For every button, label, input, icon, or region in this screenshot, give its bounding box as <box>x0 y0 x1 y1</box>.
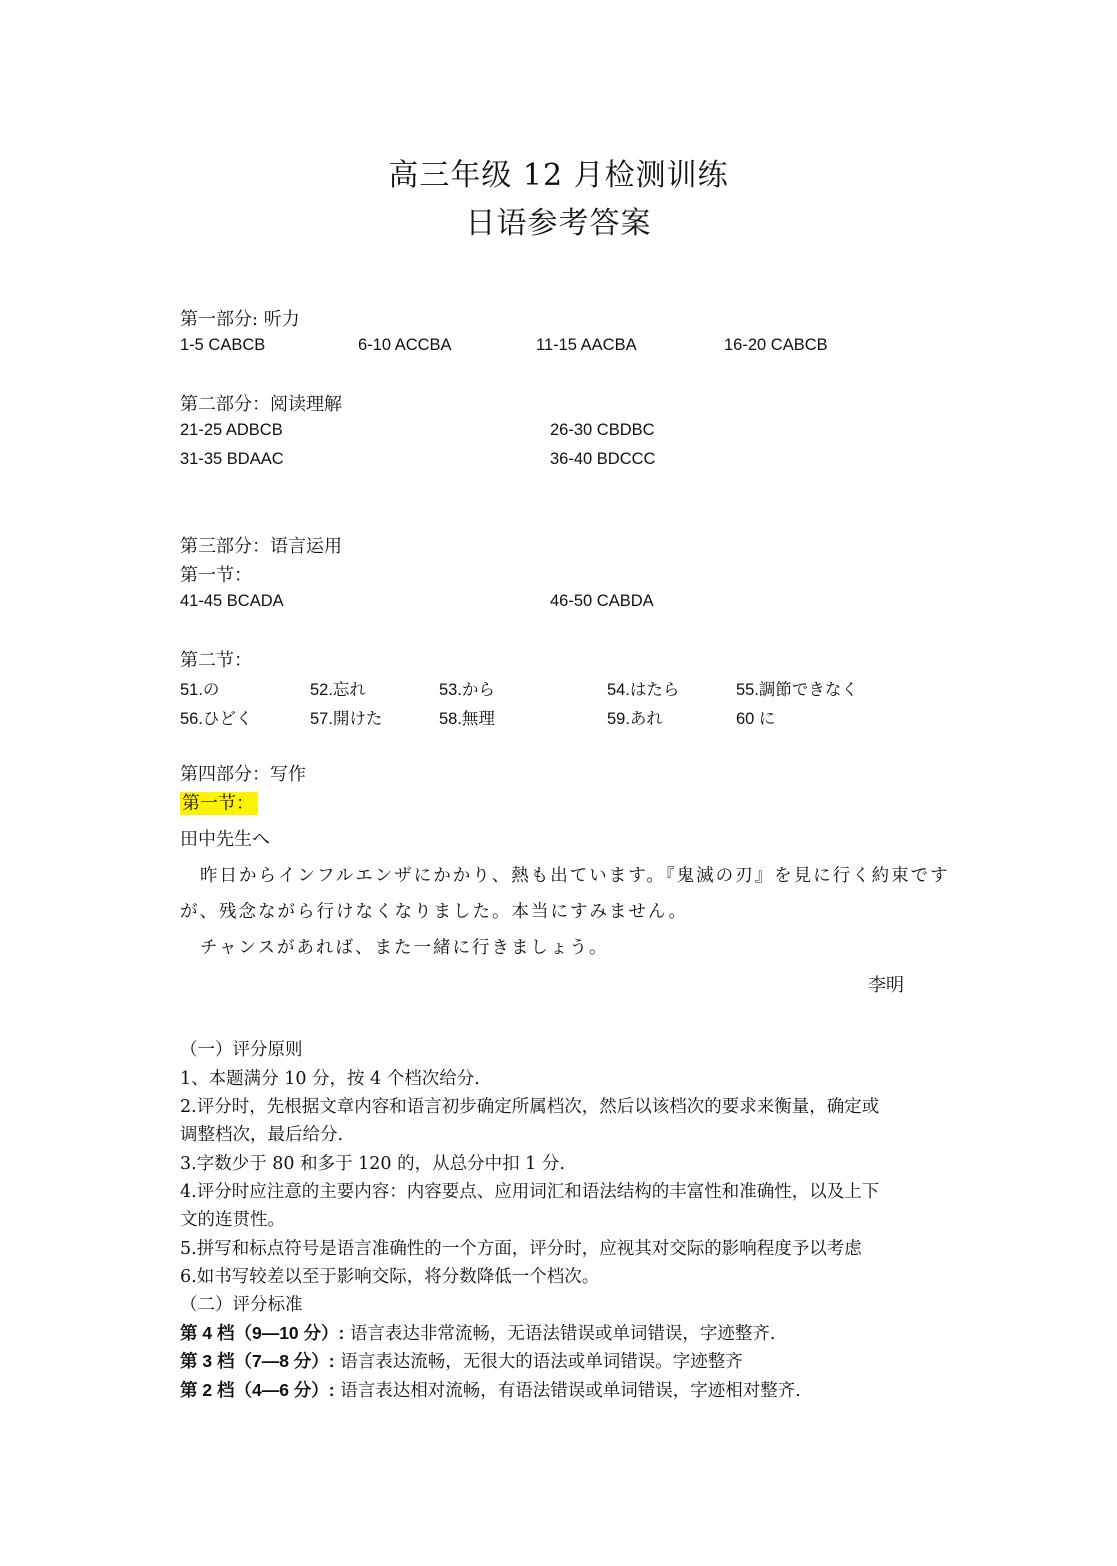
part2-answer: 36-40 BDCCC <box>550 450 656 468</box>
cloze-answer: 51.の <box>180 681 220 699</box>
standard-row <box>180 1348 743 1373</box>
part4-heading: 第四部分：写作 <box>180 764 306 785</box>
principles-heading: （一）评分原则 <box>180 1040 303 1060</box>
standard-row <box>180 1377 801 1402</box>
part4-section1-label <box>180 789 258 815</box>
standard-desc: 语言表达非常流畅，无语法错误或单词错误，字迹整齐. <box>349 1324 776 1344</box>
part2-answer: 21-25 ADBCB <box>180 421 283 439</box>
document-title: 高三年级 12 月检测训练 <box>388 158 729 193</box>
cloze-answer: 58.無理 <box>439 710 495 728</box>
cloze-answer: 52.忘れ <box>310 681 366 699</box>
part1-answer: 11-15 AACBA <box>536 336 637 354</box>
standard-level: 第 2 档（4—6 分）: <box>180 1380 335 1400</box>
letter-signature: 李明 <box>868 975 904 996</box>
principle-line: 5.拼写和标点符号是语言准确性的一个方面，评分时，应视其对交际的影响程度予以考虑 <box>180 1239 862 1259</box>
principle-line: 3.字数少于 80 和多于 120 的，从总分中扣 1 分. <box>180 1154 565 1174</box>
principle-line: 4.评分时应注意的主要内容：内容要点、应用词汇和语法结构的丰富性和准确性，以及上下 <box>180 1182 880 1202</box>
letter-body-line: チャンスがあれば、また一緒に行きましょう。 <box>200 938 609 958</box>
cloze-answer: 53.から <box>439 681 495 699</box>
cloze-answer: 60 に <box>736 710 776 728</box>
part3-section2-label: 第二节： <box>180 650 252 671</box>
standard-row <box>180 1320 776 1345</box>
cloze-answer: 55.調節できなく <box>736 681 858 699</box>
part1-answer: 6-10 ACCBA <box>358 336 452 354</box>
standard-desc: 语言表达流畅，无很大的语法或单词错误。字迹整齐 <box>340 1352 743 1372</box>
principle-line: 文的连贯性。 <box>180 1210 285 1230</box>
part3-answer: 46-50 CABDA <box>550 592 654 610</box>
cloze-answer: 54.はたら <box>607 681 680 699</box>
principle-line: 1、本题满分 10 分，按 4 个档次给分. <box>180 1069 480 1089</box>
principle-line: 调整档次，最后给分. <box>180 1125 344 1145</box>
part2-answer: 26-30 CBDBC <box>550 421 655 439</box>
principle-line: 6.如书写较差以至于影响交际，将分数降低一个档次。 <box>180 1267 600 1287</box>
document-subtitle: 日语参考答案 <box>465 206 652 241</box>
standard-level: 第 4 档（9—10 分）: <box>180 1323 345 1343</box>
standards-heading: （二）评分标准 <box>180 1295 303 1315</box>
standard-desc: 语言表达相对流畅，有语法错误或单词错误，字迹相对整齐. <box>340 1381 801 1401</box>
letter-greeting: 田中先生へ <box>180 829 270 850</box>
part3-heading: 第三部分：语言运用 <box>180 536 342 557</box>
cloze-answer: 56.ひどく <box>180 710 253 728</box>
part3-section1-label: 第一节： <box>180 565 252 586</box>
cloze-answer: 57.開けた <box>310 710 383 728</box>
part1-answer: 1-5 CABCB <box>180 336 266 354</box>
principle-line: 2.评分时，先根据文章内容和语言初步确定所属档次，然后以该档次的要求来衡量，确定或 <box>180 1097 880 1117</box>
part1-heading: 第一部分: 听力 <box>180 309 300 330</box>
part2-heading: 第二部分：阅读理解 <box>180 394 342 415</box>
highlighted-label: 第一节： <box>180 792 258 815</box>
part3-answer: 41-45 BCADA <box>180 592 284 610</box>
letter-body-line: が、残念ながら行けなくなりました。本当にすみません。 <box>180 902 689 922</box>
cloze-answer: 59.あれ <box>607 710 663 728</box>
part2-answer: 31-35 BDAAC <box>180 450 284 468</box>
part1-answer: 16-20 CABCB <box>724 336 828 354</box>
letter-body-line: 昨日からインフルエンザにかかり、熱も出ています。『鬼滅の刃』を見に行く約束です <box>200 866 950 886</box>
standard-level: 第 3 档（7—8 分）: <box>180 1351 335 1371</box>
